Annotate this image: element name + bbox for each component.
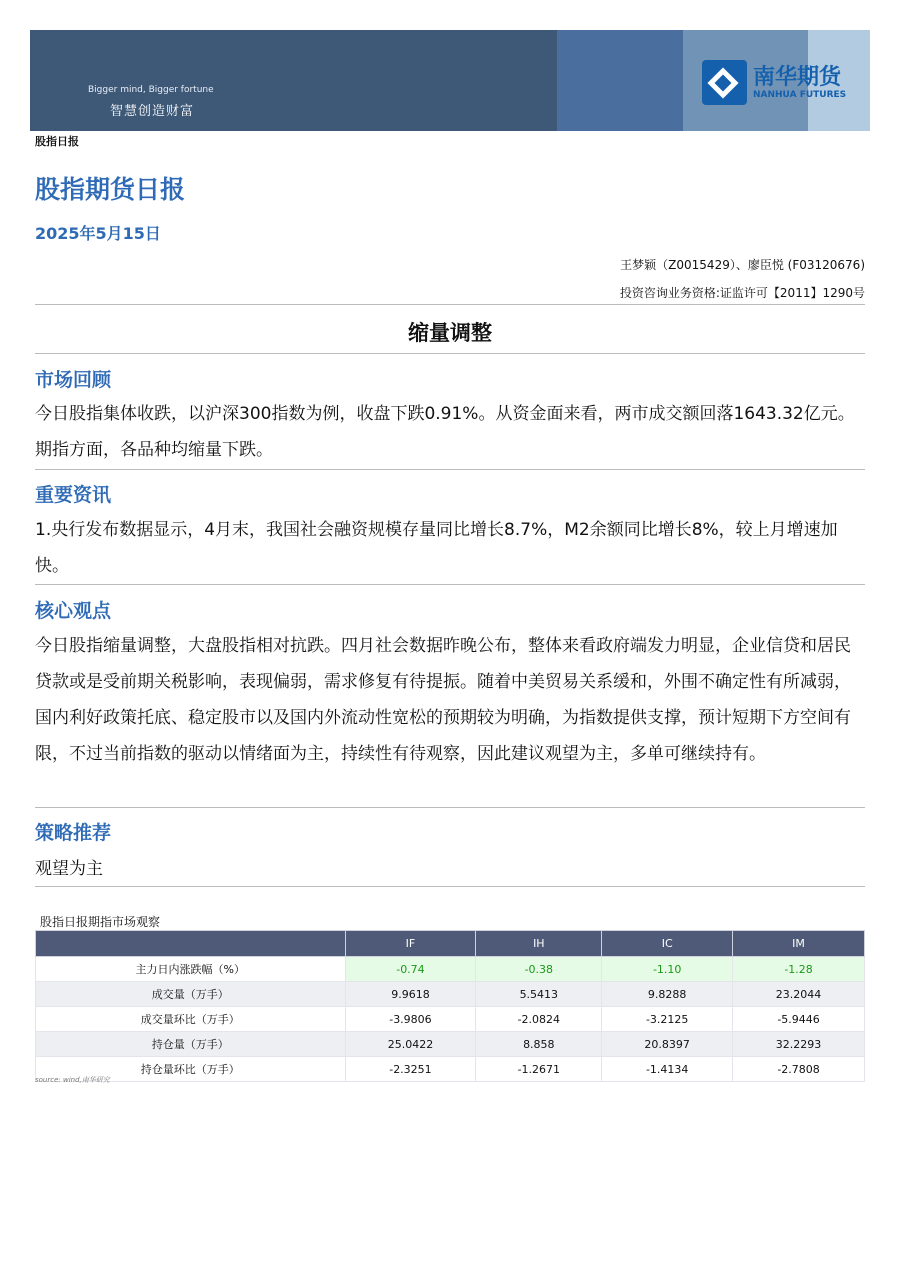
table-title: 股指日报期指市场观察 <box>40 915 161 929</box>
table-cell: -0.74 <box>345 957 476 982</box>
section-body: 观望为主 <box>35 859 103 879</box>
table-cell: -2.7808 <box>733 1057 865 1082</box>
slogan-cn: 智慧创造财富 <box>110 104 195 119</box>
section-heading: 策略推荐 <box>35 822 112 844</box>
table-cell: 23.2044 <box>733 982 865 1007</box>
divider <box>35 469 865 470</box>
section-body: 1.央行发布数据显示，4月末，我国社会融资规模存量同比增长8.7%，M2余额同比增长8%，较上月增速加快。 <box>35 520 838 576</box>
table-cell: -1.4134 <box>602 1057 733 1082</box>
logo-cn: 南华期货 <box>753 64 842 90</box>
logo-en: NANHUA FUTURES <box>753 89 847 100</box>
table-cell: -3.9806 <box>345 1007 476 1032</box>
section-body: 今日股指缩量调整，大盘股指相对抗跌。四月社会数据昨晚公布，整体来看政府端发力明显，企业信贷和居民贷款或是受前期关税影响，表现偏弱，需求修复有待提振。随着中美贸易关系缓和，外围不确定性有所减弱，国内利好政策托底、稳定股市以及国内外流动性宽松的预期较为明确，为指数提供支撑，预计短期下方空间有限，不过当前指数的驱动以情绪面为主，持续性有待观察，因此建议观望为主，多单可继续持有。 <box>35 636 851 764</box>
row-label: 持仓量环比（万手） <box>36 1057 346 1082</box>
divider <box>35 886 865 887</box>
column-header: IF <box>345 931 476 957</box>
row-label: 持仓量（万手） <box>36 1032 346 1057</box>
license: 投资咨询业务资格:证监许可【2011】1290号 <box>619 286 865 300</box>
market-table <box>35 930 865 1082</box>
table-cell: 8.858 <box>476 1032 602 1057</box>
table-cell: 32.2293 <box>733 1032 865 1057</box>
table-cell: -2.0824 <box>476 1007 602 1032</box>
logo-icon <box>702 60 747 105</box>
table-cell: -2.3251 <box>345 1057 476 1082</box>
headline: 缩量调整 <box>408 321 492 345</box>
table-cell: -5.9446 <box>733 1007 865 1032</box>
report-tag: 股指日报 <box>35 135 79 148</box>
table-row <box>36 1057 865 1082</box>
table-header <box>36 931 865 957</box>
divider <box>35 807 865 808</box>
table-row <box>36 1007 865 1032</box>
table-cell: -1.10 <box>602 957 733 982</box>
row-label: 成交量（万手） <box>36 982 346 1007</box>
table-cell: -1.2671 <box>476 1057 602 1082</box>
row-label: 主力日内涨跌幅（%） <box>36 957 346 982</box>
header-banner <box>30 30 870 131</box>
table-cell: 5.5413 <box>476 982 602 1007</box>
column-header <box>36 931 346 957</box>
table-row <box>36 957 865 982</box>
divider <box>35 584 865 585</box>
table-row <box>36 1032 865 1057</box>
row-label: 成交量环比（万手） <box>36 1007 346 1032</box>
table-cell: 25.0422 <box>345 1032 476 1057</box>
table-cell: -0.38 <box>476 957 602 982</box>
divider <box>35 353 865 354</box>
company-logo <box>702 60 846 105</box>
section-heading: 核心观点 <box>35 600 112 622</box>
table-cell: -1.28 <box>733 957 865 982</box>
section-heading: 重要资讯 <box>35 484 112 506</box>
table-cell: 9.8288 <box>602 982 733 1007</box>
section-heading: 市场回顾 <box>35 369 112 391</box>
report-date: 2025年5月15日 <box>35 224 161 243</box>
divider <box>35 304 865 305</box>
table-cell: 20.8397 <box>602 1032 733 1057</box>
table-row <box>36 982 865 1007</box>
table-cell: -3.2125 <box>602 1007 733 1032</box>
authors: 王梦颖（Z0015429）、廖臣悦 (F03120676) <box>620 258 865 272</box>
table-cell: 9.9618 <box>345 982 476 1007</box>
column-header: IC <box>602 931 733 957</box>
page-title: 股指期货日报 <box>35 175 186 204</box>
column-header: IM <box>733 931 865 957</box>
column-header: IH <box>476 931 602 957</box>
slogan-en: Bigger mind, Bigger fortune <box>88 85 214 95</box>
table-source: source: wind,南华研究 <box>35 1076 110 1084</box>
section-body: 今日股指集体收跌，以沪深300指数为例，收盘下跌0.91%。从资金面来看，两市成交额回落1643.32亿元。期指方面，各品种均缩量下跌。 <box>35 404 855 460</box>
